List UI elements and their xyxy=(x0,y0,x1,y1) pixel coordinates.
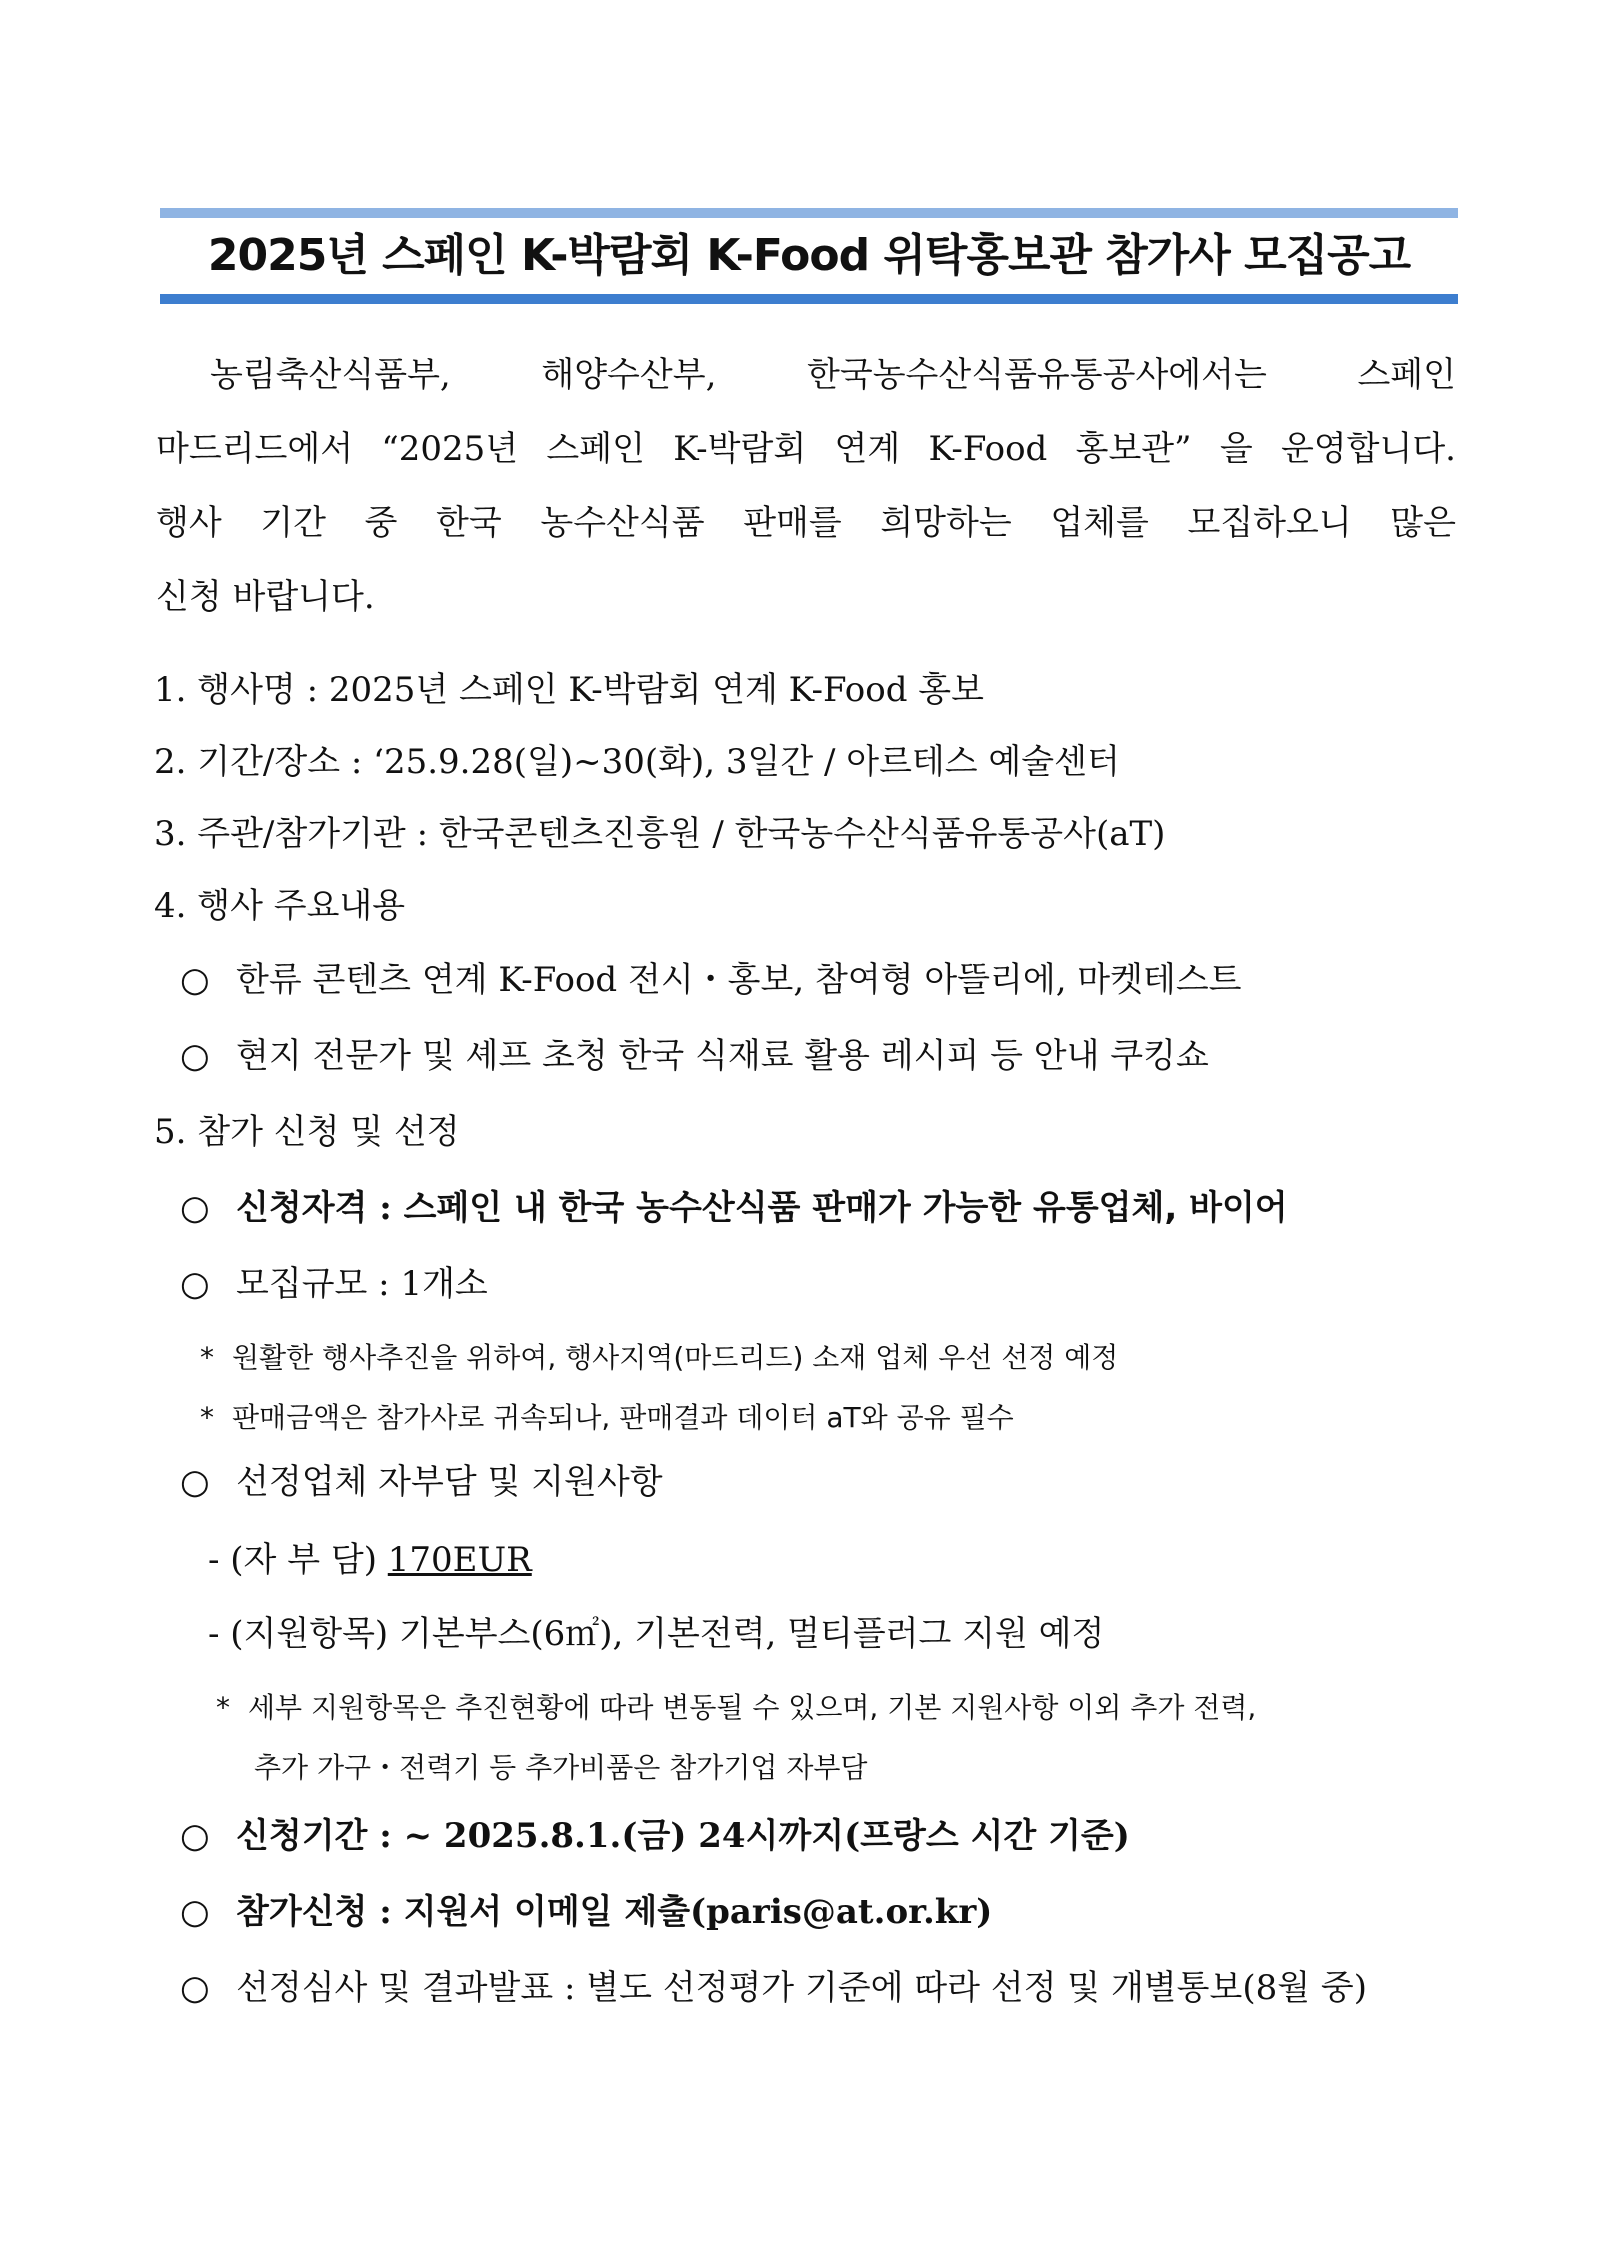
self-pay-item xyxy=(208,1538,532,1582)
bullet-text: 한류 콘텐츠 연계 K-Food 전시・홍보, 참여형 아뜰리에, 마켓테스트 xyxy=(236,960,1242,1000)
circle-bullet-icon: ○ xyxy=(180,1892,210,1932)
apply-method-label: 참가신청 : xyxy=(236,1892,404,1932)
note-2 xyxy=(200,1396,1014,1440)
apply-method-value: 지원서 이메일 제출(paris@at.or.kr) xyxy=(403,1892,993,1932)
note-text: 원활한 행사추진을 위하여, 행사지역(마드리드) 소재 업체 우선 선정 예정 xyxy=(232,1341,1119,1374)
circle-bullet-icon: ○ xyxy=(180,960,210,1000)
host-item: 3. 주관/참가기관 : 한국콘텐츠진흥원 / 한국농수산식품유통공사(aT) xyxy=(154,814,1166,854)
period-place-item: 2. 기간/장소 : ‘25.9.28(일)~30(화), 3일간 / 아르테스 예술센터 xyxy=(154,742,1120,782)
apply-period-bullet xyxy=(180,1814,1130,1858)
title-block xyxy=(160,208,1458,304)
support-items: - (지원항목) 기본부스(6㎡), 기본전력, 멀티플러그 지원 예정 xyxy=(208,1614,1105,1654)
main-content-heading: 4. 행사 주요내용 xyxy=(154,886,406,926)
intro-line: 농림축산식품부, 해양수산부, 한국농수산식품유통공사에서는 스페인 xyxy=(210,355,1456,395)
page-title: 2025년 스페인 K-박람회 K-Food 위탁홍보관 참가사 모집공고 xyxy=(207,230,1411,281)
main-content-bullet-1 xyxy=(180,958,1242,1002)
support-note-line-1: 세부 지원항목은 추진현황에 따라 변동될 수 있으며, 기본 지원사항 이외 추가 전력, xyxy=(248,1691,1257,1724)
support-note-line-2: 추가 가구・전력기 등 추가비품은 참가기업 자부담 xyxy=(254,1751,868,1784)
review-bullet xyxy=(180,1966,1367,2010)
asterisk-icon: * xyxy=(200,1341,214,1374)
support-note xyxy=(216,1686,1256,1730)
event-name-item: 1. 행사명 : 2025년 스페인 K-박람회 연계 K-Food 홍보 xyxy=(154,670,984,710)
circle-bullet-icon: ○ xyxy=(180,1036,210,1076)
title-top-rule xyxy=(160,208,1458,218)
support-heading-bullet xyxy=(180,1460,663,1504)
note-text: 판매금액은 참가사로 귀속되나, 판매결과 데이터 aT와 공유 필수 xyxy=(232,1401,1014,1434)
eligibility-label: 신청자격 : xyxy=(236,1188,404,1228)
asterisk-icon: * xyxy=(200,1401,214,1434)
intro-line: 마드리드에서 “2025년 스페인 K-박람회 연계 K-Food 홍보관” 을 운영합니다. xyxy=(156,429,1456,469)
bullet-text: 현지 전문가 및 셰프 초청 한국 식재료 활용 레시피 등 안내 쿠킹쇼 xyxy=(236,1036,1209,1076)
circle-bullet-icon: ○ xyxy=(180,1968,210,2008)
selection-heading: 5. 참가 신청 및 선정 xyxy=(154,1112,460,1152)
intro-line: 신청 바랍니다. xyxy=(156,577,375,617)
note-1 xyxy=(200,1336,1118,1380)
circle-bullet-icon: ○ xyxy=(180,1816,210,1856)
asterisk-icon: * xyxy=(216,1691,230,1724)
circle-bullet-icon: ○ xyxy=(180,1462,210,1502)
review-text: 선정심사 및 결과발표 : 별도 선정평가 기준에 따라 선정 및 개별통보(8월 중) xyxy=(236,1968,1367,2008)
circle-bullet-icon: ○ xyxy=(180,1264,210,1304)
circle-bullet-icon: ○ xyxy=(180,1188,210,1228)
main-content-bullet-2 xyxy=(180,1034,1209,1078)
support-heading-text: 선정업체 자부담 및 지원사항 xyxy=(236,1462,663,1502)
recruit-scale-text: 모집규모 : 1개소 xyxy=(236,1264,488,1304)
apply-period-value: ~ 2025.8.1.(금) 24시까지(프랑스 시간 기준) xyxy=(403,1816,1130,1856)
eligibility-value: 스페인 내 한국 농수산식품 판매가 가능한 유통업체, 바이어 xyxy=(403,1188,1288,1228)
apply-method-bullet xyxy=(180,1890,992,1934)
self-pay-label: - (자 부 담) xyxy=(208,1540,388,1580)
apply-period-label: 신청기간 : xyxy=(236,1816,404,1856)
intro-line: 행사 기간 중 한국 농수산식품 판매를 희망하는 업체를 모집하오니 많은 xyxy=(156,503,1456,543)
intro-paragraph xyxy=(156,338,1456,634)
eligibility-bullet xyxy=(180,1186,1288,1230)
recruit-scale-bullet xyxy=(180,1262,488,1306)
title-bottom-rule xyxy=(160,294,1458,304)
self-pay-value: 170EUR xyxy=(387,1540,532,1580)
